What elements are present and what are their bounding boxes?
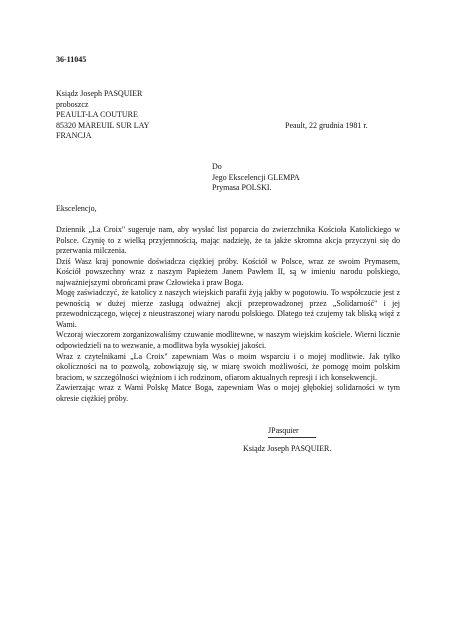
signatory-name: Ksiądz Joseph PASQUIER.	[243, 444, 332, 453]
letter-date: Peault, 22 grudnia 1981 r.	[285, 121, 368, 130]
paragraph: Zawierzając wraz z Wami Polskę Matce Boga, zapewniam Was o mojej głębokiej solidarności w tym okresie ciężkiej próby.	[56, 383, 400, 403]
paragraph: Mogę zaświadczyć, że katolicy z naszych wiejskich parafii żyją jakby w pogotowiu. To współczucie jest z pewnością w dużej mierze zasługą odważnej akcji przeprowadzonej przez „Solidarność" i jej przewodniczącego, więcej z nieustraszonej wiary narodu polskiego. Dlatego też czujemy tak bliską więź z Wami.	[56, 288, 400, 329]
signature-underline	[268, 437, 316, 438]
recipient-title: Prymasa POLSKI.	[212, 183, 272, 193]
handwritten-signature: JPasquier	[268, 426, 299, 435]
sender-parish: PEAULT-LA COUTURE	[56, 110, 138, 120]
salutation: Ekscelencjo,	[56, 204, 97, 213]
sender-title: proboszcz	[56, 99, 89, 109]
recipient-to: Do	[212, 162, 222, 171]
paragraph: Wraz z czytelnikami „La Croix" zapewniam Was o moim wsparciu i o mojej modlitwie. Jak tylko okoliczności na to pozwolą, zobowiązuję się, w miarę swoich możliwości, że pomogę moim polskim braciom, w szczególności więźniom i ich rodzinom, ofiarom aktualnych represji i ich konsekwencji.	[56, 351, 400, 382]
paragraph: Wczoraj wieczorem zorganizowaliśmy czuwanie modlitewne, w naszym wiejskim kościele. Wierni licznie odpowiedzieli na to wezwanie, a modlitwa była wysokiej jakości.	[56, 330, 400, 351]
letter-body	[56, 225, 400, 404]
reference-number: 36-11045	[56, 55, 87, 64]
sender-name: Ksiądz Joseph PASQUIER	[56, 89, 143, 98]
paragraph: Dziennik „La Croix" sugeruje nam, aby wysłać list poparcia do zwierzchnika Kościoła Katolickiego w Polsce. Czynię to z wielką przyjemnością, mając nadzieję, że ta jakże skromna akcja przyczyni się do przerwania milczenia.	[56, 225, 400, 256]
paragraph: Dziś Wasz kraj ponownie doświadcza ciężkiej próby. Kościół w Polsce, wraz ze swoim Prymasem, Kościół powszechny wraz z naszym Papieżem Janem Pawłem II, są w imieniu narodu polskiego, najważniejszymi obrońcami praw Człowieka i praw Boga.	[56, 256, 400, 287]
sender-address	[56, 89, 149, 142]
recipient-name: Jego Ekscelencji GLEMPA	[212, 172, 300, 182]
recipient-address	[212, 162, 300, 194]
sender-postal: 85320 MAREUIL SUR LAY	[56, 120, 150, 130]
sender-country: FRANCJA	[56, 131, 92, 141]
